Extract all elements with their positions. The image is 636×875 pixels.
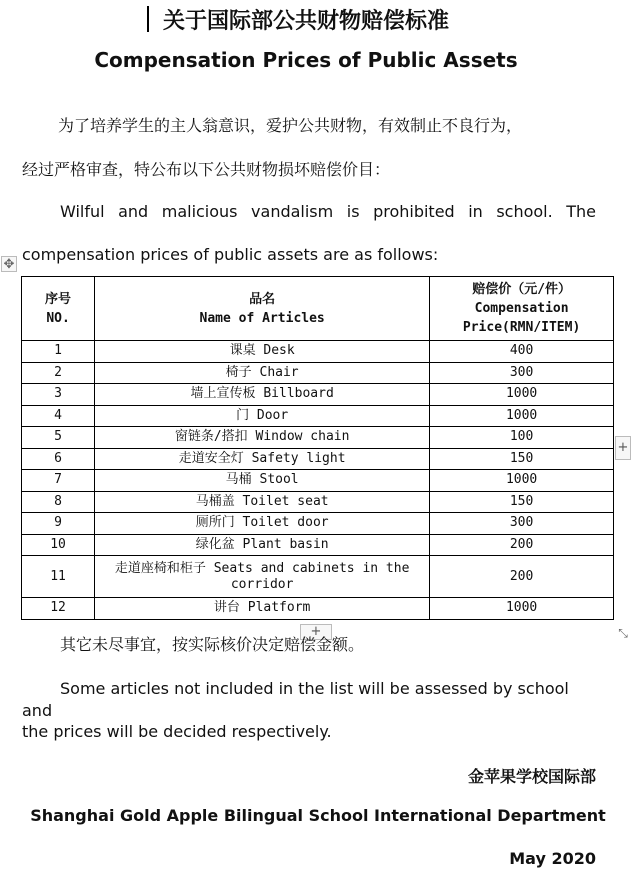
- header-no: [22, 277, 95, 341]
- page-title-en: Compensation Prices of Public Assets: [94, 48, 518, 72]
- table-row: 6 走道安全灯 Safety light 150: [22, 448, 614, 470]
- intro-en-line1: Wilful and malicious vandalism is prohibited in school. The: [60, 202, 596, 221]
- table-row: 10 绿化盆 Plant basin 200: [22, 534, 614, 556]
- table-row: 5 窗链条/搭扣 Window chain 100: [22, 427, 614, 449]
- header-name-cn: 品名: [249, 291, 276, 307]
- table-header-row: [22, 277, 614, 341]
- note-en-line1: Some articles not included in the list will be assessed by school and: [22, 679, 569, 720]
- table-row: 3 墙上宣传板 Billboard 1000: [22, 384, 614, 406]
- table-row: 9 厕所门 Toilet door 300: [22, 513, 614, 535]
- table-row: 11 走道座椅和柜子 Seats and cabinets in the corridor 200: [22, 556, 614, 598]
- signature-en: Shanghai Gold Apple Bilingual School International Department: [30, 806, 606, 825]
- header-price-cn: 赔偿价（元/件）: [472, 282, 572, 297]
- intro-cn-line2: 经过严格审查，特公布以下公共财物损坏赔偿价目：: [22, 160, 391, 179]
- note-en-line2: the prices will be decided respectively.: [22, 722, 332, 741]
- signature-date: May 2020: [509, 849, 596, 868]
- table-row: 1 课桌 Desk 400: [22, 341, 614, 363]
- page-title-cn: 关于国际部公共财物赔偿标准: [162, 8, 449, 34]
- table-resize-icon[interactable]: ⤡: [618, 626, 628, 640]
- header-name: [95, 277, 430, 341]
- note-cn: 其它未尽事宜，按实际核价决定赔偿金额。: [60, 635, 365, 654]
- header-price-en2: Price(RMN/ITEM): [462, 320, 581, 335]
- table-row: 12 讲台 Platform 1000: [22, 598, 614, 620]
- header-no-en: NO.: [46, 310, 70, 326]
- table-row: 8 马桶盖 Toilet seat 150: [22, 491, 614, 513]
- add-row-plus-icon[interactable]: +: [300, 624, 332, 640]
- table-row: 7 马桶 Stool 1000: [22, 470, 614, 492]
- intro-cn-line1: 为了培养学生的主人翁意识，爱护公共财物，有效制止不良行为，: [58, 116, 523, 135]
- header-price: [430, 277, 614, 341]
- text-cursor: [147, 6, 149, 32]
- header-price-en1: Compensation: [474, 301, 569, 316]
- table-row: 4 门 Door 1000: [22, 405, 614, 427]
- move-handle-icon[interactable]: ✥: [1, 256, 17, 272]
- intro-en-line2: compensation prices of public assets are as follows:: [22, 245, 439, 264]
- add-column-plus-icon[interactable]: +: [615, 436, 631, 460]
- signature-cn: 金苹果学校国际部: [467, 767, 596, 786]
- header-no-cn: 序号: [45, 291, 72, 307]
- compensation-table: [21, 276, 614, 620]
- header-name-en: Name of Articles: [199, 310, 325, 326]
- table-row: 2 椅子 Chair 300: [22, 362, 614, 384]
